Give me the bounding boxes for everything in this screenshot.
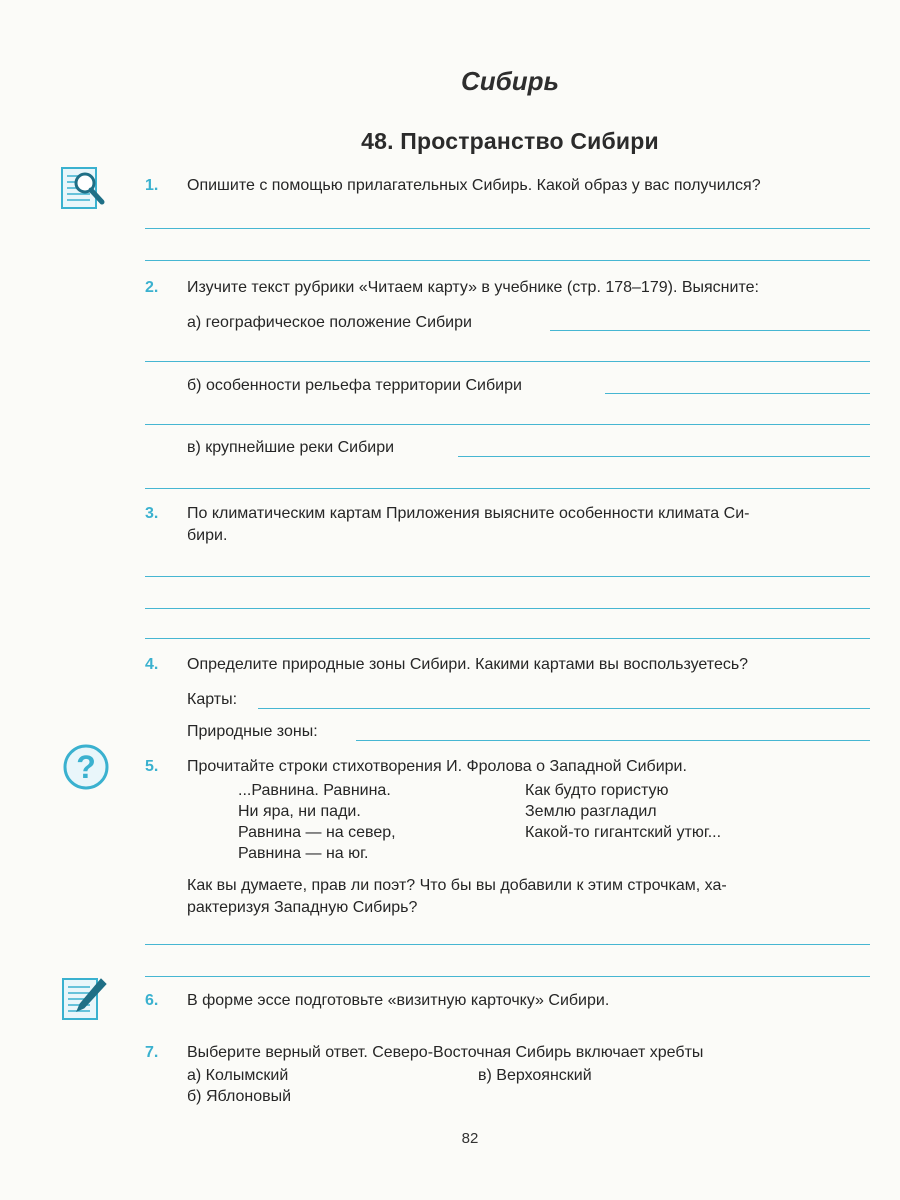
task-3-text-line-1: По климатическим картам Приложения выясните особенности климата Си- [187, 505, 750, 522]
task-2-item-a: а) географическое положение Сибири [187, 314, 472, 331]
answer-line[interactable] [145, 608, 870, 609]
poem-left-line-4: Равнина — на юг. [238, 845, 369, 862]
task-4-label-maps: Карты: [187, 691, 238, 708]
answer-line[interactable] [145, 944, 870, 945]
task-4-number: 4. [145, 656, 159, 673]
answer-line[interactable] [145, 976, 870, 977]
task-3-text-line-2: бири. [187, 527, 228, 544]
magnifier-book-icon [60, 166, 106, 217]
answer-line[interactable] [145, 424, 870, 425]
poem-left-line-3: Равнина — на север, [238, 824, 396, 841]
page-number: 82 [461, 1130, 479, 1147]
task-2-item-b: б) особенности рельефа территории Сибири [187, 377, 522, 394]
task-5-question-line-2: рактеризуя Западную Сибирь? [187, 899, 418, 916]
answer-line[interactable] [258, 708, 870, 709]
task-4-text: Определите природные зоны Сибири. Какими картами вы воспользуетесь? [187, 656, 749, 673]
answer-line[interactable] [145, 488, 870, 489]
answer-line[interactable] [605, 393, 870, 394]
task-2-text: Изучите текст рубрики «Читаем карту» в учебнике (стр. 178–179). Выясните: [187, 279, 759, 296]
poem-right-line-2: Землю разгладил [525, 803, 657, 820]
task-5-question-line-1: Как вы думаете, прав ли поэт? Что бы вы добавили к этим строчкам, ха- [187, 877, 727, 894]
pencil-notebook-icon [60, 975, 108, 1028]
answer-line[interactable] [550, 330, 870, 331]
lesson-title: 48. Пространство Сибири [361, 128, 659, 154]
answer-line[interactable] [145, 576, 870, 577]
poem-right-line-3: Какой-то гигантский утюг... [525, 824, 722, 841]
task-1-text: Опишите с помощью прилагательных Сибирь. Какой образ у вас получился? [187, 177, 761, 194]
answer-line[interactable] [145, 638, 870, 639]
task-6-text: В форме эссе подготовьте «визитную карточку» Сибири. [187, 992, 610, 1009]
svg-text:?: ? [76, 749, 96, 785]
question-circle-icon [62, 743, 110, 796]
poem-left-line-2: Ни яра, ни пади. [238, 803, 361, 820]
task-7-option-b[interactable]: б) Яблоновый [187, 1088, 292, 1105]
answer-line[interactable] [145, 361, 870, 362]
section-title: Сибирь [461, 66, 559, 96]
task-7-text: Выберите верный ответ. Северо-Восточная Сибирь включает хребты [187, 1044, 704, 1061]
task-7-number: 7. [145, 1044, 159, 1061]
poem-right-line-1: Как будто гористую [525, 782, 669, 799]
task-2-item-c: в) крупнейшие реки Сибири [187, 439, 395, 456]
task-4-label-zones: Природные зоны: [187, 723, 318, 740]
poem-left-line-1: ...Равнина. Равнина. [238, 782, 391, 799]
task-6-number: 6. [145, 992, 159, 1009]
task-7-option-c[interactable]: в) Верхоянский [478, 1067, 592, 1084]
task-2-number: 2. [145, 279, 159, 296]
answer-line[interactable] [145, 260, 870, 261]
answer-line[interactable] [145, 228, 870, 229]
task-7-option-a[interactable]: а) Колымский [187, 1067, 289, 1084]
task-3-number: 3. [145, 505, 159, 522]
answer-line[interactable] [458, 456, 870, 457]
task-5-number: 5. [145, 758, 159, 775]
task-5-text: Прочитайте строки стихотворения И. Фролова о Западной Сибири. [187, 758, 687, 775]
answer-line[interactable] [356, 740, 870, 741]
task-1-number: 1. [145, 177, 159, 194]
